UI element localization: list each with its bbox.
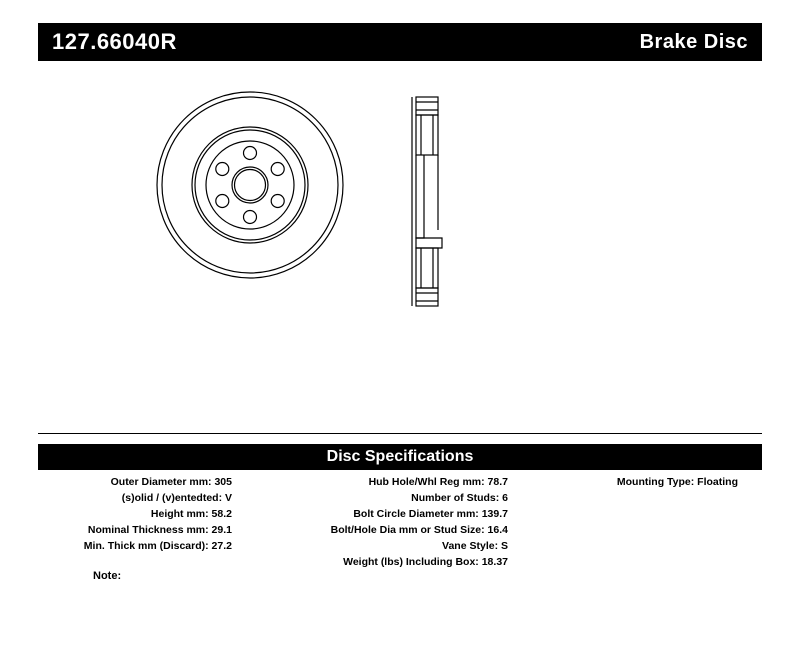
- spec-item: Weight (lbs) Including Box: 18.37: [343, 556, 508, 568]
- part-number: 127.66040R: [52, 29, 177, 54]
- spec-item: Bolt Circle Diameter mm: 139.7: [353, 508, 508, 520]
- specs-column-right: [518, 474, 762, 490]
- brake-disc-section-view: [412, 97, 442, 306]
- spec-item: Mounting Type: Floating: [616, 476, 738, 488]
- specs-column-middle: [238, 474, 518, 570]
- spec-item: Nominal Thickness mm: 29.1: [87, 524, 232, 536]
- brake-disc-face-view: [157, 92, 343, 278]
- section-divider: [38, 433, 762, 434]
- specifications-title: Disc Specifications: [326, 448, 474, 465]
- header-bar: [38, 23, 762, 61]
- specifications-table: [38, 474, 762, 570]
- spec-item: Hub Hole/Whl Reg mm: 78.7: [368, 476, 508, 488]
- spec-item: Height mm: 58.2: [150, 508, 232, 520]
- brake-disc-drawing-svg: [38, 80, 762, 410]
- specs-column-left: [38, 474, 238, 554]
- product-type-label: Brake Disc: [639, 31, 748, 53]
- spec-item: Bolt/Hole Dia mm or Stud Size: 16.4: [330, 524, 508, 536]
- spec-item: Min. Thick mm (Discard): 27.2: [83, 540, 232, 552]
- product-drawing: [38, 80, 762, 410]
- spec-item: Number of Studs: 6: [411, 492, 508, 504]
- spec-item: Vane Style: S: [442, 540, 508, 552]
- spec-item: (s)olid / (v)entedted: V: [121, 492, 232, 504]
- specifications-header: [38, 444, 762, 470]
- note-label: Note:: [93, 570, 122, 582]
- spec-item: Outer Diameter mm: 305: [110, 476, 232, 488]
